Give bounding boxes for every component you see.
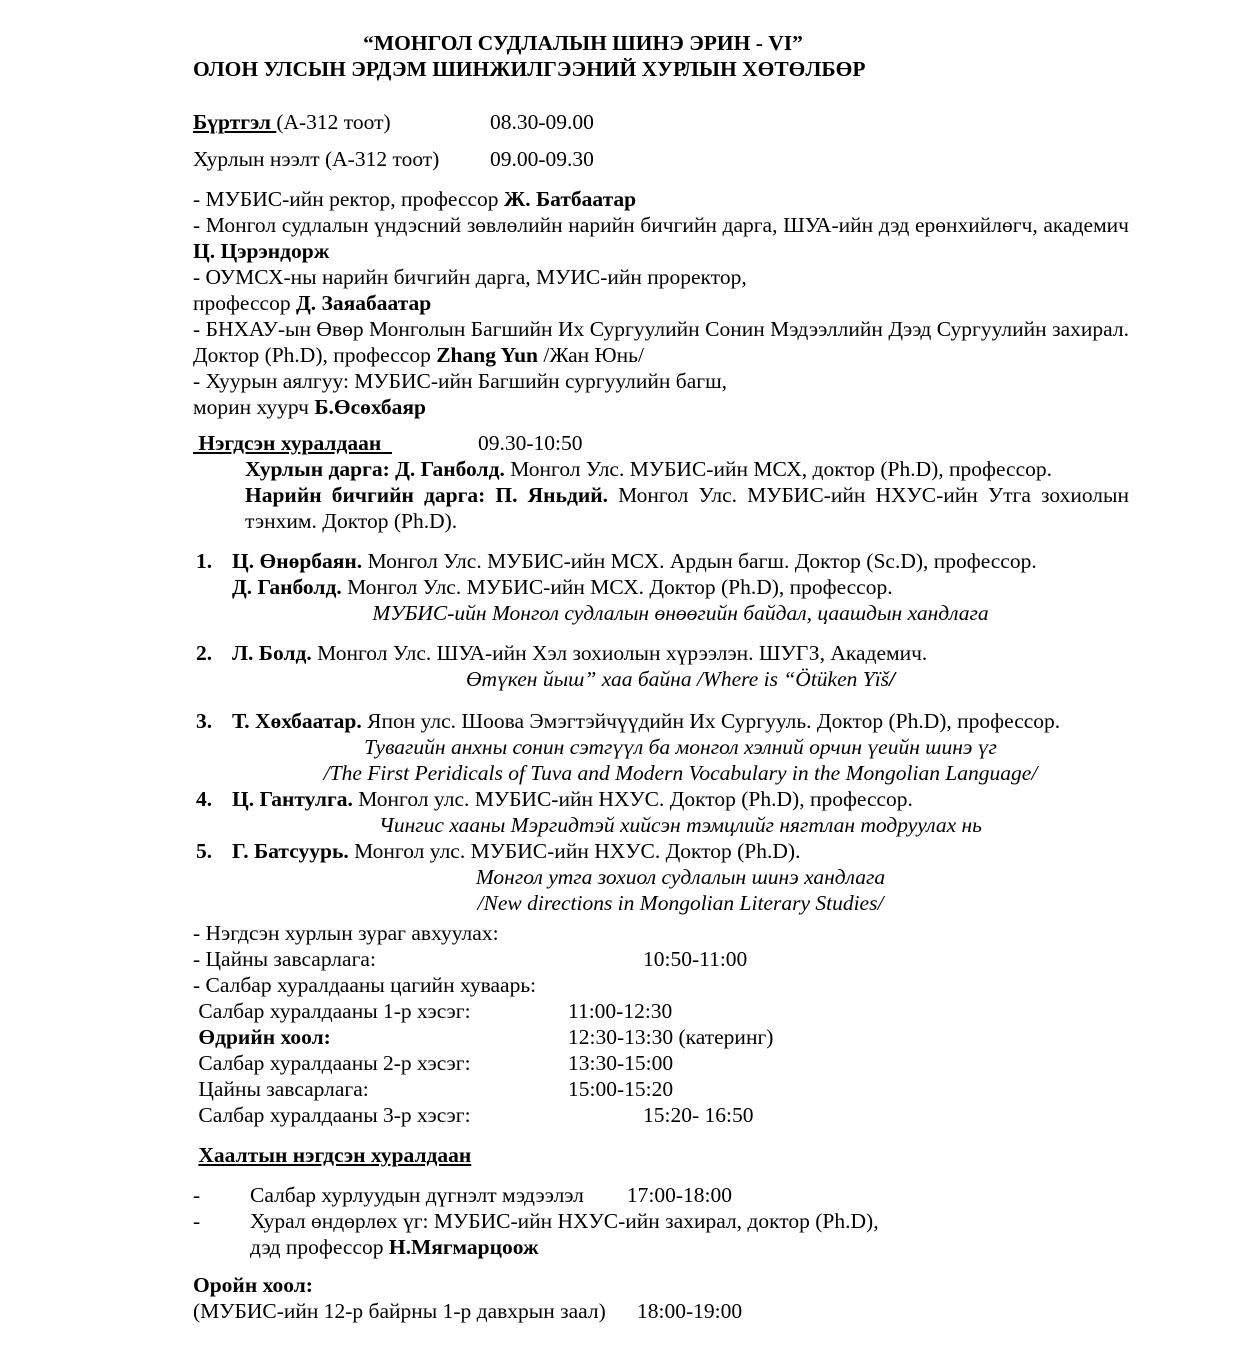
text-run: Zhang Yun — [436, 343, 539, 367]
text-run: Хурлын дарга: Д. Ганболд. — [245, 457, 505, 481]
time-value: 18:00-19:00 — [637, 1299, 743, 1323]
closing-report-row — [193, 1182, 1129, 1208]
text-run: дэд профессор — [250, 1235, 389, 1259]
text-run: Л. Болд. — [232, 641, 312, 665]
text-content — [245, 483, 1129, 533]
text-content — [193, 1024, 568, 1050]
text-content — [232, 549, 1037, 573]
text-run: морин хуурч — [193, 395, 315, 419]
speaker-line — [193, 212, 1129, 264]
text-run: Ц. Гантулга. — [232, 787, 353, 811]
opening-row — [193, 146, 1129, 172]
presentation-5-topic-en — [232, 890, 1129, 916]
speaker-line — [193, 186, 1129, 212]
text-run: Өдрийн хоол: — [193, 1025, 331, 1049]
text-run: Бүртгэл — [193, 110, 277, 134]
document-body — [193, 30, 1129, 1324]
text-run: - Хуурын аялгуу: МУБИС-ийн Багшийн сургуулийн багш, — [193, 369, 728, 393]
text-run: Тувагийн анхны сонин сэтгүүл ба монгол хэлний орчин үеийн шинэ үг — [364, 735, 997, 759]
presentation-4 — [193, 786, 1129, 812]
list-dash: - — [193, 1209, 201, 1233]
text-run: Салбар хуралдааны 2-р хэсэг: — [193, 1051, 471, 1075]
text-run: / — [889, 667, 896, 691]
presentation-3-topic-en — [232, 760, 1129, 786]
presentation-5 — [193, 838, 1129, 864]
presentation-1-topic — [232, 600, 1129, 626]
text-run: Монгол Улс. ШУА-ийн Хэл зохиолын хүрээлэн. ШУГЗ, Академич. — [311, 641, 928, 665]
breakout-schedule-heading — [193, 972, 1129, 998]
text-run: Нарийн бичгийн дарга: П. Яньдий. — [245, 483, 608, 507]
text-content — [193, 1050, 568, 1076]
presentation-5-topic — [232, 864, 1129, 890]
text-content — [193, 973, 536, 997]
text-run: Чингис хааны Мэргидтэй хийсэн тэмцлийг нягтлан тодруулах нь — [379, 813, 982, 837]
speaker-line — [193, 316, 1129, 368]
text-run: Нэгдсэн хуралдаан — [193, 431, 392, 455]
text-run: - БНХАУ-ын Өвөр Монголын Багшийн Их Сургуулийн Сонин Мэдээллийн Дээд Сургуулийн захирал. Доктор (Ph.D), профессор — [193, 317, 1129, 367]
text-run: Ц. Өнөрбаян. — [232, 549, 363, 573]
text-content — [363, 31, 803, 55]
list-dash: - — [193, 1183, 201, 1207]
text-content — [379, 813, 982, 837]
text-run: Г. Батсуурь. — [232, 839, 349, 863]
text-run: Цайны завсарлага: — [193, 1077, 369, 1101]
text-run: “МОНГОЛ СУДЛАЛЫН ШИНЭ ЭРИН - VI” — [363, 31, 803, 55]
text-content — [476, 865, 885, 889]
text-run: Б.Өсөхбаяр — [314, 395, 426, 419]
text-content — [193, 430, 478, 456]
text-content — [193, 1102, 643, 1128]
dinner-row — [193, 1298, 1129, 1324]
text-content — [193, 146, 490, 172]
presentation-2 — [193, 640, 1129, 666]
text-content — [232, 709, 1060, 733]
text-run: Хурал өндөрлөх үг: МУБИС-ийн НХУС-ийн захирал, доктор (Ph.D), — [250, 1209, 879, 1233]
dinner-heading — [193, 1272, 1129, 1298]
list-number: 3. — [196, 709, 213, 733]
text-run: Япон улс. Шоова Эмэгтэйчүүдийн Их Сургууль. Доктор (Ph.D), профессор. — [361, 709, 1061, 733]
text-run: /The First Peridicals of Tuva and Modern Vocabulary in the Mongolian Language/ — [323, 761, 1038, 785]
text-run: Монгол улс. МУБИС-ийн НХУС. Доктор ( — [348, 839, 745, 863]
text-run: Монгол утга зохиол судлалын шинэ хандлага — [475, 865, 886, 889]
text-run: Салбар хуралдааны 1-р хэсэг: — [193, 999, 471, 1023]
tea-break-row — [193, 946, 1129, 972]
time-value: 10:50-11:00 — [643, 947, 748, 971]
text-run: Н.Мягмарцоож — [388, 1235, 539, 1259]
time-value: 15:20- 16:50 — [643, 1103, 754, 1127]
breakout-3-row — [193, 1102, 1129, 1128]
time-value: 12:30-13:30 (катеринг) — [568, 1025, 774, 1049]
text-run: Монгол улс. МУБИС-ийн НХУС. Доктор (Ph.D), профессор. — [352, 787, 913, 811]
text-content — [193, 1273, 313, 1297]
text-run: Д. Заяабаатар — [295, 291, 432, 315]
text-run: профессор — [193, 291, 296, 315]
text-content — [232, 839, 800, 863]
text-content — [193, 291, 431, 315]
closing-session-heading — [193, 1142, 1129, 1168]
presentation-3-topic — [232, 734, 1129, 760]
text-run: - Салбар хуралдааны цагийн хуваарь: — [193, 973, 537, 997]
text-run: ОЛОН УЛСЫН ЭРДЭМ ШИНЖИЛГЭЭНИЙ ХУРЛЫН ХӨТӨЛБӨР — [193, 57, 866, 81]
presentation-3 — [193, 708, 1129, 734]
presentation-2-topic — [232, 666, 1129, 692]
text-run: Салбар хуралдааны 3-р хэсэг: — [193, 1103, 471, 1127]
session-secretary-line — [193, 482, 1129, 534]
text-content — [193, 1143, 471, 1167]
text-content — [193, 395, 426, 419]
text-run: - МУБИС-ийн ректор, профессор — [193, 187, 504, 211]
text-content — [250, 1183, 584, 1207]
conference-title — [193, 30, 973, 56]
closing-speech-line — [193, 1208, 1129, 1234]
text-run: Хурлын нээлт (А-312 тоот) — [193, 147, 440, 171]
text-content — [193, 57, 865, 81]
text-content — [193, 369, 727, 393]
speaker-line — [193, 394, 1129, 420]
text-content — [245, 457, 1052, 481]
text-run: - ОУМСХ-ны нарийн бичгийн дарга, МУИС-ийн проректор, — [193, 265, 747, 289]
photo-line — [193, 920, 1129, 946]
text-run: /New directions in Mongolian Literary Studies/ — [477, 891, 884, 915]
text-run: Ж. Батбаатар — [503, 187, 637, 211]
text-run: МУБИС-ийн Монгол судлалын өнөөгийн байдал, цаашдын хандлага — [372, 601, 989, 625]
text-content — [193, 213, 1129, 263]
session-chair-line — [193, 456, 1129, 482]
plenary-session-heading — [193, 430, 1129, 456]
presentation-4-topic — [232, 812, 1129, 838]
text-content — [193, 1076, 568, 1102]
text-content — [193, 921, 499, 945]
tea-break-2-row — [193, 1076, 1129, 1102]
text-content — [250, 1209, 879, 1233]
text-content — [364, 735, 997, 759]
presentation-1-coauthor — [193, 574, 1129, 600]
time-value: 09.30-10:50 — [478, 431, 583, 455]
text-run: Өтүкен йыш” хаа байна /Where is “Ötüken Yïš — [465, 667, 890, 691]
text-content — [478, 891, 884, 915]
text-run: Монгол Улс. МУБИС-ийн МСХ, доктор (Ph.D), профессор. — [504, 457, 1053, 481]
text-run: Монгол Улс. МУБИС-ийн МСХ. Доктор (Ph.D), профессор. — [341, 575, 893, 599]
text-run: Д. Ганболд. — [232, 575, 342, 599]
time-value: 13:30-15:00 — [568, 1051, 674, 1075]
breakout-1-row — [193, 998, 1129, 1024]
lunch-row — [193, 1024, 1129, 1050]
text-content — [193, 1298, 637, 1324]
closing-speech-line-2 — [193, 1234, 1129, 1260]
text-content — [466, 667, 895, 691]
list-number: 2. — [196, 641, 213, 665]
text-content — [232, 641, 927, 665]
text-content — [193, 265, 747, 289]
text-run: - Цайны завсарлага: — [193, 947, 376, 971]
text-content — [193, 317, 1129, 367]
text-run: Оройн хоол: — [193, 1273, 313, 1297]
text-run: - Нэгдсэн хурлын зураг авхуулах: — [193, 921, 499, 945]
time-value: 15:00-15:20 — [568, 1077, 674, 1101]
speaker-line — [193, 290, 1129, 316]
breakout-2-row — [193, 1050, 1129, 1076]
text-content — [193, 187, 636, 211]
text-content — [372, 601, 988, 625]
speaker-line — [193, 368, 1129, 394]
text-run: (МУБИС-ийн 12-р байрны 1-р давхрын заал) — [193, 1299, 606, 1323]
text-run: Ph.D). — [744, 839, 801, 863]
time-value: 11:00-12:30 — [568, 999, 673, 1023]
text-run: - Монгол судлалын үндэсний зөвлөлийн нарийн бичгийн дарга, ШУА-ийн дэд ерөнхийлөгч, академич — [193, 213, 1129, 237]
presentation-1 — [193, 548, 1129, 574]
text-run: Хаалтын нэгдсэн хуралдаан — [198, 1143, 472, 1167]
speaker-line — [193, 264, 1129, 290]
text-run: Монгол Улс. МУБИС-ийн МСХ. Ардын багш. Доктор (Sc.D), профессор. — [362, 549, 1037, 573]
time-value: 17:00-18:00 — [583, 1183, 732, 1207]
text-run: /Жан Юнь/ — [538, 343, 644, 367]
text-content — [232, 787, 913, 811]
text-content — [232, 575, 893, 599]
text-content — [193, 998, 568, 1024]
registration-row — [193, 109, 1129, 135]
text-run: Салбар хурлуудын дүгнэлт мэдээлэл — [250, 1183, 584, 1207]
time-value: 09.00-09.30 — [490, 147, 594, 171]
text-content — [250, 1235, 539, 1259]
text-run: Т. Хөхбаатар. — [232, 709, 362, 733]
program-subtitle — [193, 56, 1129, 82]
list-number: 1. — [196, 549, 213, 573]
text-run: (А-312 тоот) — [276, 110, 391, 134]
list-number: 5. — [196, 839, 213, 863]
list-number: 4. — [196, 787, 213, 811]
text-content — [193, 109, 490, 135]
text-run: Ц. Цэрэндорж — [193, 239, 330, 263]
text-content — [324, 761, 1038, 785]
text-run: Монгол Улс. МУБИС-ийн НХУС-ийн Утга зохиолын тэнхим. Доктор (Ph.D). — [245, 483, 1129, 533]
text-content — [193, 946, 643, 972]
time-value: 08.30-09.00 — [490, 110, 594, 134]
